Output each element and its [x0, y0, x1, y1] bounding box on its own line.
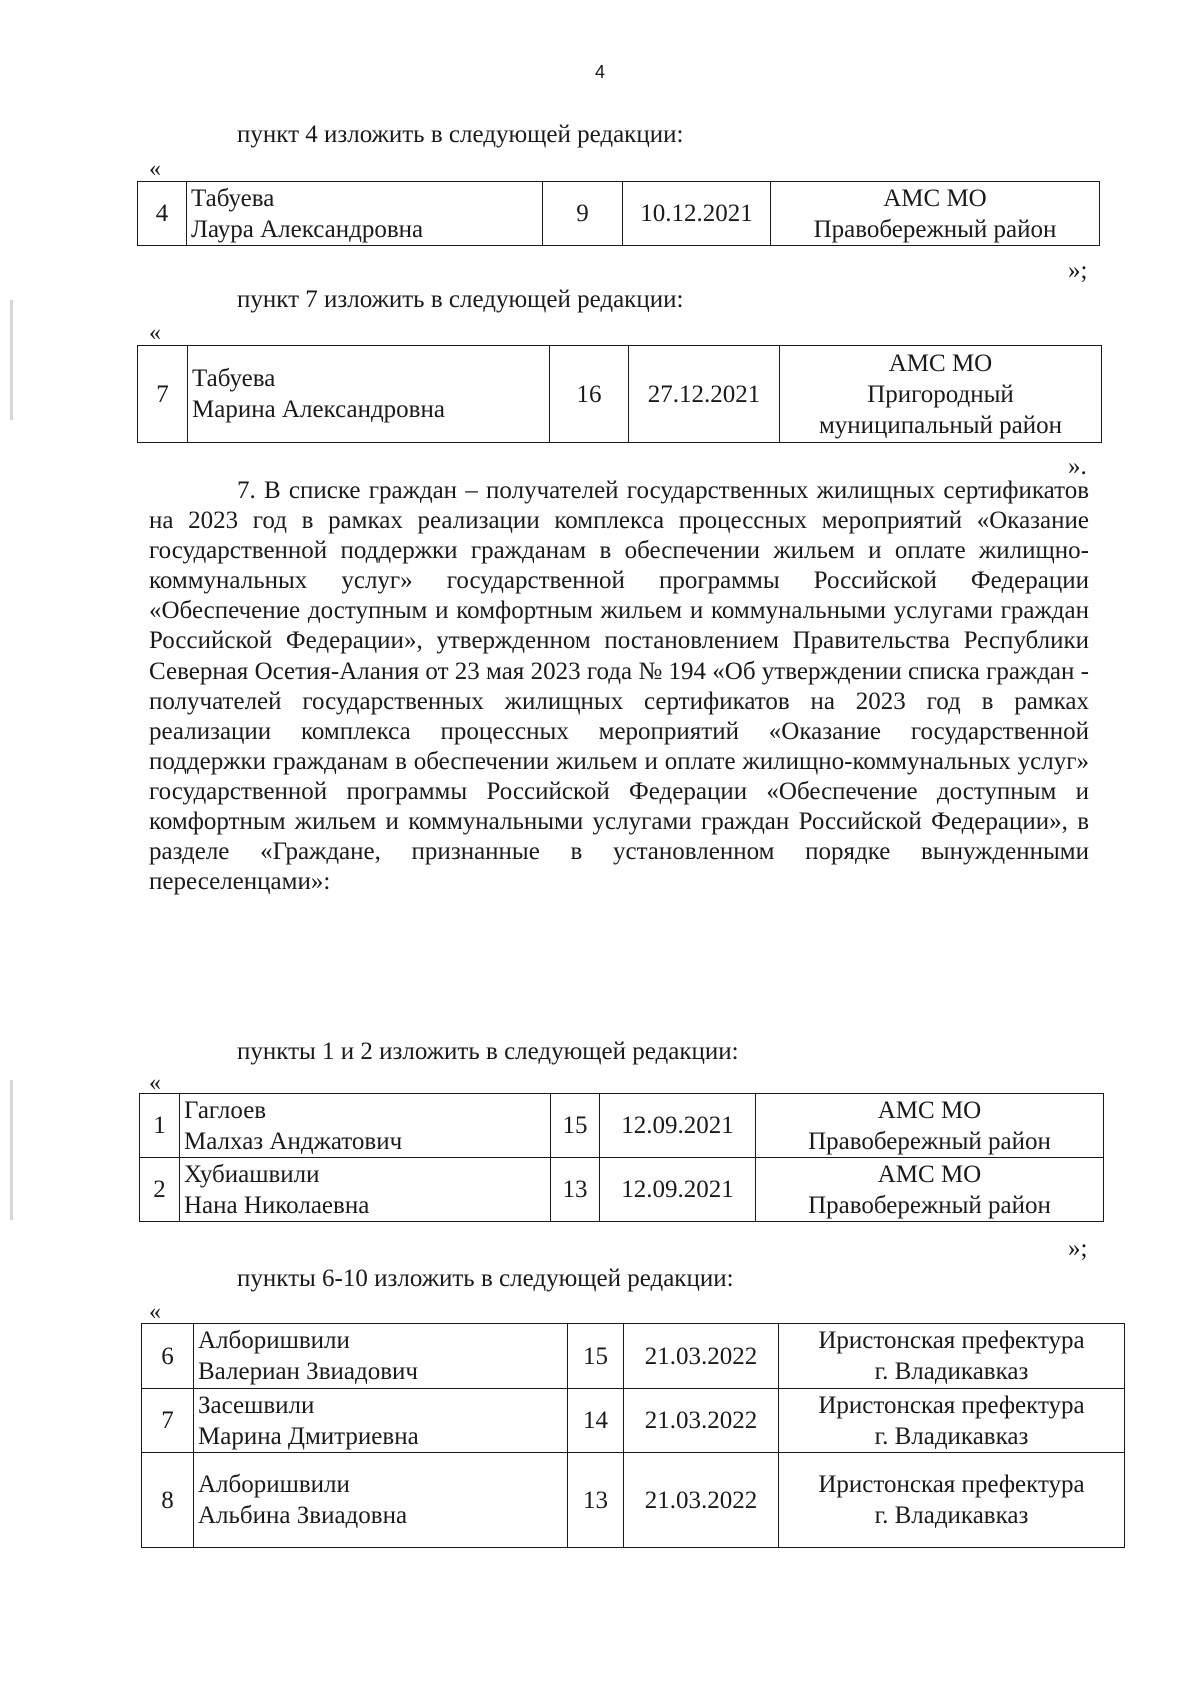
authority	[779, 1389, 1125, 1453]
surname: Засешвили	[198, 1391, 315, 1419]
table-row	[142, 1324, 1125, 1389]
surname: Табуева	[192, 365, 276, 392]
citizen-name	[194, 1389, 568, 1453]
authority-line: г. Владикавказ	[874, 1502, 1029, 1529]
table-row	[138, 182, 1100, 246]
given-names: Лаура Александровна	[191, 215, 424, 243]
scan-margin-line	[10, 300, 13, 420]
registration-date: 12.09.2021	[600, 1158, 756, 1222]
authority	[779, 1453, 1125, 1548]
given-names: Альбина Звиадовна	[198, 1502, 408, 1529]
paragraph-7: 7. В списке граждан – получателей государственных жилищных сертификатов на 2023 год в рамках реализации комплекса процессных мероприятий «Оказание государственной поддержки гражданам в обеспечении жильем и оплате жилищно-коммунальных услуг» государственной программы Российской Федерации «Обеспечение доступным и комфортным жильем и коммунальными услугами граждан Российской Федерации», утвержденном постановлением Правительства Республики Северная Осетия-Алания от 23 мая 2023 года № 194 «Об утверждении списка граждан - получателей государственных жилищных сертификатов на 2023 год в рамках реализации комплекса процессных мероприятий «Оказание государственной поддержки гражданам в обеспечении жильем и оплате жилищно-коммунальных услуг» государственной программы Российской Федерации «Обеспечение доступным и комфортным жильем и коммунальными услугами граждан Российской Федерации», в разделе «Граждане, признанные в установленном порядке вынужденными переселенцами»:	[149, 477, 1089, 896]
close-quote: »;	[1068, 1235, 1088, 1262]
authority-line: АМС МО	[877, 1096, 982, 1124]
row-number: 8	[142, 1453, 194, 1548]
row-number: 7	[142, 1389, 194, 1453]
given-names: Марина Александровна	[192, 396, 445, 423]
amendment-table	[137, 181, 1100, 246]
page-number: 4	[594, 62, 605, 82]
section-lead: пункт 7 изложить в следующей редакции:	[237, 286, 684, 313]
open-quote: «	[149, 156, 161, 182]
section-lead: пункты 1 и 2 изложить в следующей редакции:	[237, 1038, 739, 1065]
family-size: 16	[550, 346, 629, 443]
row-number: 7	[138, 346, 188, 443]
authority-line: Правобережный район	[808, 1191, 1051, 1219]
table-row	[138, 346, 1102, 443]
registration-date: 12.09.2021	[600, 1094, 756, 1158]
row-number: 2	[140, 1158, 180, 1222]
authority	[756, 1158, 1104, 1222]
open-quote: «	[149, 1299, 161, 1325]
family-size: 15	[568, 1324, 624, 1389]
table-row	[142, 1389, 1125, 1453]
registration-date: 27.12.2021	[629, 346, 780, 443]
table-row	[140, 1094, 1104, 1158]
authority	[756, 1094, 1104, 1158]
family-size: 15	[551, 1094, 600, 1158]
surname: Алборишвили	[198, 1471, 350, 1498]
authority-line: АМС МО	[888, 349, 993, 377]
row-number: 1	[140, 1094, 180, 1158]
citizen-name	[188, 346, 550, 443]
authority-line: г. Владикавказ	[874, 1422, 1029, 1450]
authority	[771, 182, 1100, 246]
open-quote: «	[149, 1070, 161, 1096]
citizen-name	[180, 1158, 551, 1222]
row-number: 4	[138, 182, 187, 246]
authority-line: АМС МО	[877, 1160, 982, 1188]
authority-line: Иристонская префектура	[818, 1471, 1085, 1498]
close-quote: ».	[1068, 453, 1087, 480]
surname: Алборишвили	[198, 1327, 350, 1354]
table-row	[142, 1453, 1125, 1548]
table-row	[140, 1158, 1104, 1222]
authority-line: АМС МО	[883, 184, 987, 212]
citizen-name	[194, 1453, 568, 1548]
family-size: 13	[568, 1453, 624, 1548]
scan-margin-line	[10, 1080, 13, 1220]
given-names: Малхаз Анджатович	[184, 1127, 403, 1155]
registration-date: 21.03.2022	[624, 1324, 779, 1389]
authority	[780, 346, 1102, 443]
authority-line: Иристонская префектура	[818, 1391, 1085, 1419]
citizen-name	[194, 1324, 568, 1389]
authority	[779, 1324, 1125, 1389]
registration-date: 10.12.2021	[623, 182, 771, 246]
surname: Хубиашвили	[184, 1160, 320, 1188]
registration-date: 21.03.2022	[624, 1453, 779, 1548]
authority-line: муниципальный район	[818, 411, 1063, 439]
section-lead: пункт 4 изложить в следующей редакции:	[237, 121, 684, 148]
citizen-name	[187, 182, 543, 246]
authority-line: Правобережный район	[808, 1127, 1051, 1155]
row-number: 6	[142, 1324, 194, 1389]
amendment-table	[137, 345, 1102, 443]
authority-line: Правобережный район	[813, 215, 1057, 243]
family-size: 9	[543, 182, 623, 246]
authority-line: г. Владикавказ	[874, 1358, 1029, 1385]
citizen-name	[180, 1094, 551, 1158]
section-lead: пункты 6-10 изложить в следующей редакции:	[237, 1265, 734, 1292]
given-names: Валериан Звиадович	[198, 1358, 418, 1385]
given-names: Нана Николаевна	[184, 1191, 370, 1219]
close-quote: »;	[1068, 257, 1088, 284]
registration-date: 21.03.2022	[624, 1389, 779, 1453]
surname: Табуева	[191, 184, 275, 212]
family-size: 14	[568, 1389, 624, 1453]
authority-line: Пригородный	[867, 380, 1014, 408]
given-names: Марина Дмитриевна	[198, 1422, 419, 1450]
amendment-table	[139, 1093, 1104, 1222]
surname: Гаглоев	[184, 1096, 267, 1124]
amendment-table	[141, 1323, 1125, 1548]
open-quote: «	[149, 320, 161, 346]
family-size: 13	[551, 1158, 600, 1222]
authority-line: Иристонская префектура	[818, 1327, 1085, 1354]
